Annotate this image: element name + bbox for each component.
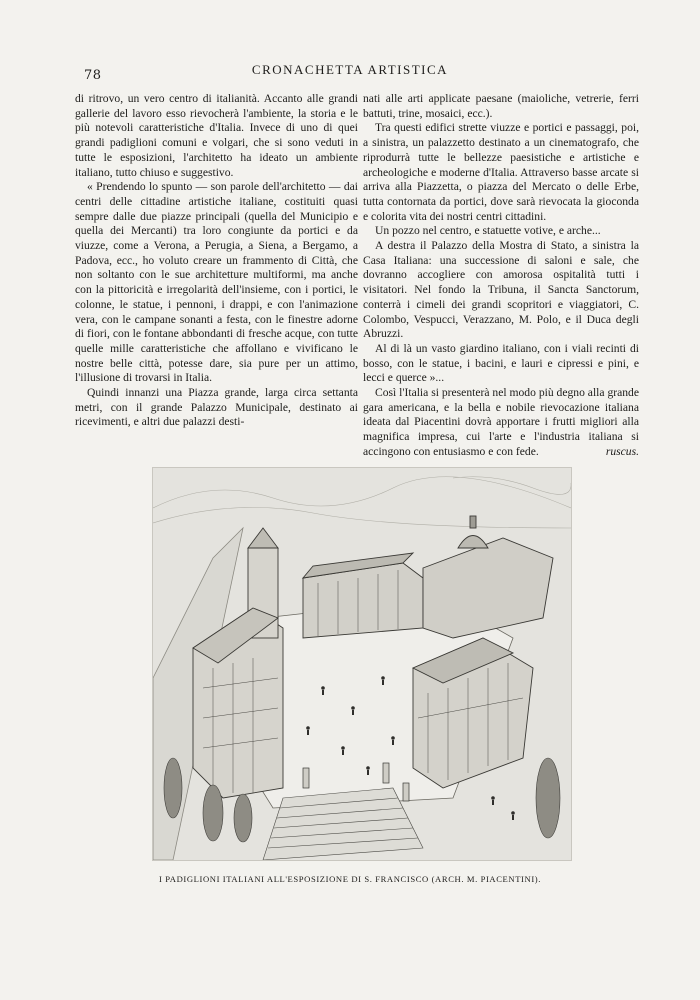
paragraph-text: Così l'Italia si presenterà nel modo più degno alla grande gara americana, e la bella e nobile rievocazione italiana ideata dal Piacentini dovrà apportare i frutti migliori alla magnifica impresa, cui l'arte e l'industria italiana si accingono con entusiasmo e con fede. xyxy=(363,386,639,458)
paragraph: Al di là un vasto giardino italiano, con i viali recinti di bosso, con le statue, i bacini, e lauri e cipressi e pini, e lecci e querce »... xyxy=(363,341,639,385)
paragraph xyxy=(363,386,639,460)
paragraph: di ritrovo, un vero centro di italianità. Accanto alle grandi gallerie del lavoro esso rievocherà l'ambiente, la storia e le più notevoli caratteristiche d'Italia. Invece di uno di quei grandi padiglioni comuni e volgari, che si sono veduti in tutte le esposizioni, l'architetto ha ideato un ambiente italiano, tutto chiuso e suggestivo. xyxy=(75,92,358,179)
paragraph: A destra il Palazzo della Mostra di Stato, a sinistra la Casa Italiana: una successione di saloni e sale, che dovranno accogliere con amorosa ospitalità tutti i visitatori. Nel fondo la Tribuna, il Sancta Sanctorum, conterrà i cimeli dei grandi scopritori e viaggiatori, C. Colombo, Vespucci, Verazzano, M. Polo, e il Duca degli Abruzzi. xyxy=(363,239,639,341)
paragraph: Un pozzo nel centro, e statuette votive, e arche... xyxy=(375,224,601,238)
author-signature: ruscus. xyxy=(605,444,639,458)
left-text-column xyxy=(75,92,358,430)
page-number: 78 xyxy=(84,68,102,83)
running-title: CRONACHETTA ARTISTICA xyxy=(251,62,449,77)
architectural-illustration xyxy=(152,467,572,861)
right-text-column xyxy=(363,92,639,460)
figure-caption: I PADIGLIONI ITALIANI ALL'ESPOSIZIONE DI S. FRANCISCO (ARCH. M. PIACENTINI). xyxy=(158,874,541,884)
paragraph: Tra questi edifici strette viuzze e portici e passaggi, poi, a sinistra, un palazzetto destinato a un cinematografo, che riprodurrà tutte le bellezze paesistiche e artistiche e archeologiche e moderne d'Italia. Attraverso basse arcate si arriva alla Piazzetta, o piazza del Mercato o delle Erbe, tutta contornata da portici, dove sarà rievocata la gioconda e colorita vita dei nostri centri cittadini. xyxy=(363,121,639,223)
pavilion-sketch xyxy=(153,468,571,860)
paragraph: « Prendendo lo spunto — son parole dell'architetto — dai centri delle cittadine artistiche italiane, costituiti quasi sempre dalle due piazze principali (quella del Municipio e quella dei Mercanti) tra loro congiunte da portici e da viuzze, come a Verona, a Perugia, a Siena, a Bergamo, a Padova, ecc., ho voluto creare un frammento di Città, che non soltanto con le sue architetture multiformi, ma anche con la pittoricità e irregolarità dell'insieme, con i portici, le colonne, le statue, i pennoni, i drappi, e con l'animazione vera, con le campane sonanti a festa, con le finestre adorne di fiori, con le fontane abbondanti di fresche acque, con tutte quelle mille caratteristiche che affollano e vivificano le nostre belle città, potesse dare, sia pure per un attimo, l'illusione di trovarsi in Italia. xyxy=(75,180,358,385)
paragraph: Quindi innanzi una Piazza grande, larga circa settanta metri, con il grande Palazzo Municipale, destinato ai ricevimenti, e altri due palazzi desti- xyxy=(75,386,358,429)
paragraph: nati alle arti applicate paesane (maioliche, vetrerie, ferri battuti, trine, mosaici, ecc.). xyxy=(363,92,639,120)
